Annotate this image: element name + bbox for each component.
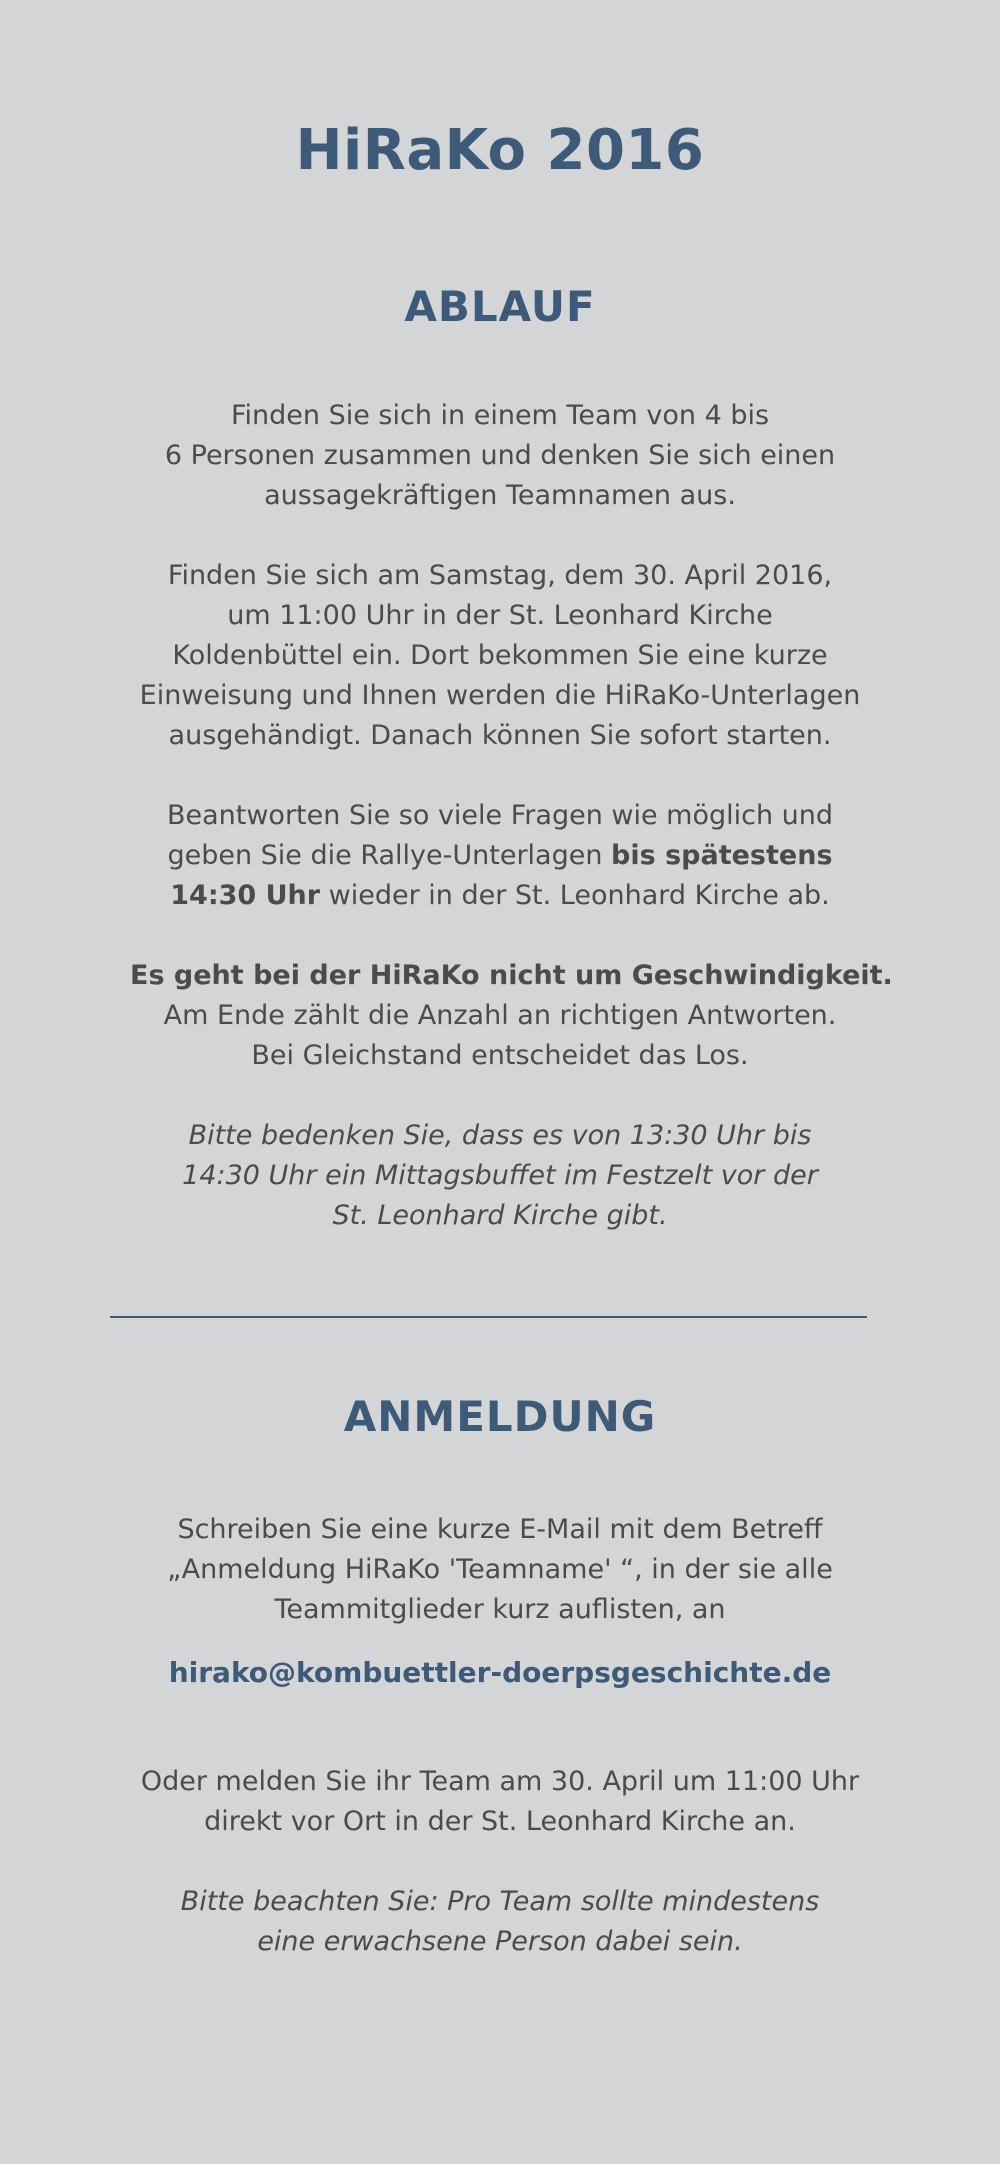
text-line: ausgehändigt. Danach können Sie sofort starten. [168,720,832,751]
anmeldung-email-paragraph [130,1510,870,1630]
text-line: Koldenbüttel ein. Dort bekommen Sie eine kurze [172,640,828,671]
section-divider [110,1316,867,1318]
anmeldung-adult-note [130,1882,870,1962]
text-line: Finden Sie sich in einem Team von 4 bis [230,400,770,431]
text-line: Teammitglieder kurz auflisten, an [274,1594,726,1625]
text-line: direkt vor Ort in der St. Leonhard Kirche an. [204,1806,796,1837]
text-line: eine erwachsene Person dabei sein. [257,1926,743,1957]
text-line: Finden Sie sich am Samstag, dem 30. April 2016, [167,560,833,591]
registration-email-link[interactable]: hirako@kombuettler-doerpsgeschichte.de [168,1656,832,1689]
ablauf-meeting-paragraph [130,556,870,756]
ablauf-scoring-paragraph [130,956,893,1076]
text-line [130,876,870,916]
section-heading-anmeldung: ANMELDUNG [343,1392,657,1441]
page-title: HiRaKo 2016 [295,118,705,183]
ablauf-lunch-note [130,1116,870,1236]
text-line: Bei Gleichstand entscheidet das Los. [251,1040,749,1071]
text-line [130,836,870,876]
text-line: Bitte beachten Sie: Pro Team sollte mindestens [180,1886,820,1917]
text-line: Beantworten Sie so viele Fragen wie möglich und [166,800,834,831]
text-line: St. Leonhard Kirche gibt. [332,1200,668,1231]
speed-note-emphasis: Es geht bei der HiRaKo nicht um Geschwindigkeit. [130,960,893,991]
anmeldung-onsite-paragraph [130,1762,870,1842]
text-line: 14:30 Uhr ein Mittagsbuffet im Festzelt vor der [182,1160,818,1191]
text-line: Schreiben Sie eine kurze E-Mail mit dem Betreff [177,1514,823,1545]
deadline-time-emphasis: 14:30 Uhr [170,880,321,911]
ablauf-team-paragraph [130,396,870,516]
text-line: um 11:00 Uhr in der St. Leonhard Kirche [227,600,773,631]
text-line: Bitte bedenken Sie, dass es von 13:30 Uhr bis [188,1120,812,1151]
text-line: aussagekräftigen Teamnamen aus. [264,480,736,511]
text-segment: geben Sie die Rallye-Unterlagen [167,840,612,871]
text-line: 6 Personen zusammen und denken Sie sich einen [164,440,836,471]
section-heading-ablauf: ABLAUF [404,282,596,331]
text-segment: wieder in der St. Leonhard Kirche ab. [320,880,830,911]
text-line: Einweisung und Ihnen werden die HiRaKo-Unterlagen [139,680,861,711]
text-line: Oder melden Sie ihr Team am 30. April um 11:00 Uhr [140,1766,860,1797]
deadline-emphasis: bis spätestens [611,840,833,871]
text-line [130,956,893,996]
text-line: „Anmeldung HiRaKo 'Teamname' “, in der sie alle [167,1554,833,1585]
ablauf-deadline-paragraph [130,796,870,916]
text-line: Am Ende zählt die Anzahl an richtigen Antworten. [163,1000,837,1031]
